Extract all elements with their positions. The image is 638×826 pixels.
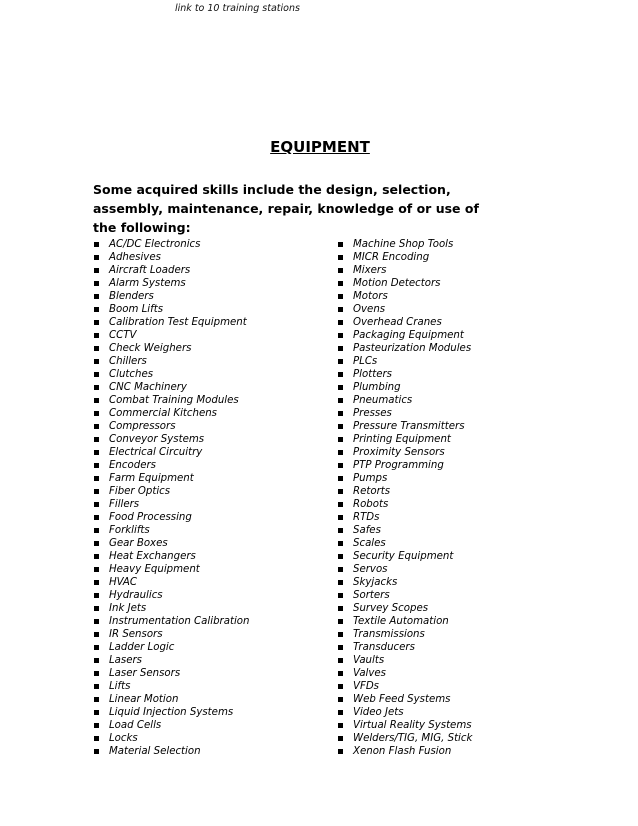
list-item: Safes (337, 524, 567, 537)
list-item: Overhead Cranes (337, 316, 567, 329)
list-item: Gear Boxes (93, 537, 328, 550)
list-item: CNC Machinery (93, 381, 328, 394)
list-item: Ink Jets (93, 602, 328, 615)
list-item: Ladder Logic (93, 641, 328, 654)
list-item: PTP Programming (337, 459, 567, 472)
intro-paragraph: Some acquired skills include the design, selection, assembly, maintenance, repair, knowledge of or use of the following: (93, 182, 479, 235)
list-item: Forklifts (93, 524, 328, 537)
list-item: Chillers (93, 355, 328, 368)
list-item: Proximity Sensors (337, 446, 567, 459)
list-item: Transducers (337, 641, 567, 654)
list-item: Aircraft Loaders (93, 264, 328, 277)
list-item: Security Equipment (337, 550, 567, 563)
list-item: Pneumatics (337, 394, 567, 407)
list-item: Instrumentation Calibration (93, 615, 328, 628)
list-item: Survey Scopes (337, 602, 567, 615)
list-item: Scales (337, 537, 567, 550)
list-item: Fiber Optics (93, 485, 328, 498)
list-item: AC/DC Electronics (93, 238, 328, 251)
list-item: Robots (337, 498, 567, 511)
list-item: Presses (337, 407, 567, 420)
list-item: Printing Equipment (337, 433, 567, 446)
list-item: Hydraulics (93, 589, 328, 602)
list-item: Ovens (337, 303, 567, 316)
list-item: Lasers (93, 654, 328, 667)
list-item: Motion Detectors (337, 277, 567, 290)
list-item: Electrical Circuitry (93, 446, 328, 459)
list-item: Laser Sensors (93, 667, 328, 680)
list-item: Retorts (337, 485, 567, 498)
list-item: Pumps (337, 472, 567, 485)
list-item: Vaults (337, 654, 567, 667)
list-item: Transmissions (337, 628, 567, 641)
page-title-text: EQUIPMENT (270, 138, 370, 156)
list-item: Linear Motion (93, 693, 328, 706)
list-item: Combat Training Modules (93, 394, 328, 407)
list-item: Locks (93, 732, 328, 745)
list-item: Mixers (337, 264, 567, 277)
list-item: Food Processing (93, 511, 328, 524)
list-item: Blenders (93, 290, 328, 303)
list-item: Fillers (93, 498, 328, 511)
list-item: Sorters (337, 589, 567, 602)
list-item: Pasteurization Modules (337, 342, 567, 355)
list-item: Heavy Equipment (93, 563, 328, 576)
list-item: Xenon Flash Fusion (337, 745, 567, 758)
list-item: Valves (337, 667, 567, 680)
list-item: Packaging Equipment (337, 329, 567, 342)
list-item: Commercial Kitchens (93, 407, 328, 420)
list-item: IR Sensors (93, 628, 328, 641)
list-item: Encoders (93, 459, 328, 472)
list-item: RTDs (337, 511, 567, 524)
list-item: Boom Lifts (93, 303, 328, 316)
list-item: Welders/TIG, MIG, Stick (337, 732, 567, 745)
list-item: Material Selection (93, 745, 328, 758)
equipment-list-left (93, 238, 328, 758)
page-title (0, 138, 638, 156)
list-item: Clutches (93, 368, 328, 381)
list-item: Plumbing (337, 381, 567, 394)
list-item: Textile Automation (337, 615, 567, 628)
list-item: PLCs (337, 355, 567, 368)
list-item: Motors (337, 290, 567, 303)
list-item: Web Feed Systems (337, 693, 567, 706)
list-item: Conveyor Systems (93, 433, 328, 446)
list-item: Plotters (337, 368, 567, 381)
list-item: Pressure Transmitters (337, 420, 567, 433)
list-item: MICR Encoding (337, 251, 567, 264)
list-item: Servos (337, 563, 567, 576)
list-item: Lifts (93, 680, 328, 693)
list-item: CCTV (93, 329, 328, 342)
list-item: HVAC (93, 576, 328, 589)
list-item: Virtual Reality Systems (337, 719, 567, 732)
list-item: Video Jets (337, 706, 567, 719)
list-item: VFDs (337, 680, 567, 693)
list-item: Liquid Injection Systems (93, 706, 328, 719)
list-item: Alarm Systems (93, 277, 328, 290)
list-item: Heat Exchangers (93, 550, 328, 563)
list-item: Calibration Test Equipment (93, 316, 328, 329)
list-item: Compressors (93, 420, 328, 433)
equipment-list-right (337, 238, 567, 758)
list-item: Check Weighers (93, 342, 328, 355)
list-item: Farm Equipment (93, 472, 328, 485)
list-item: Skyjacks (337, 576, 567, 589)
list-item: Adhesives (93, 251, 328, 264)
training-stations-link[interactable]: link to 10 training stations (175, 3, 300, 14)
list-item: Machine Shop Tools (337, 238, 567, 251)
list-item: Load Cells (93, 719, 328, 732)
